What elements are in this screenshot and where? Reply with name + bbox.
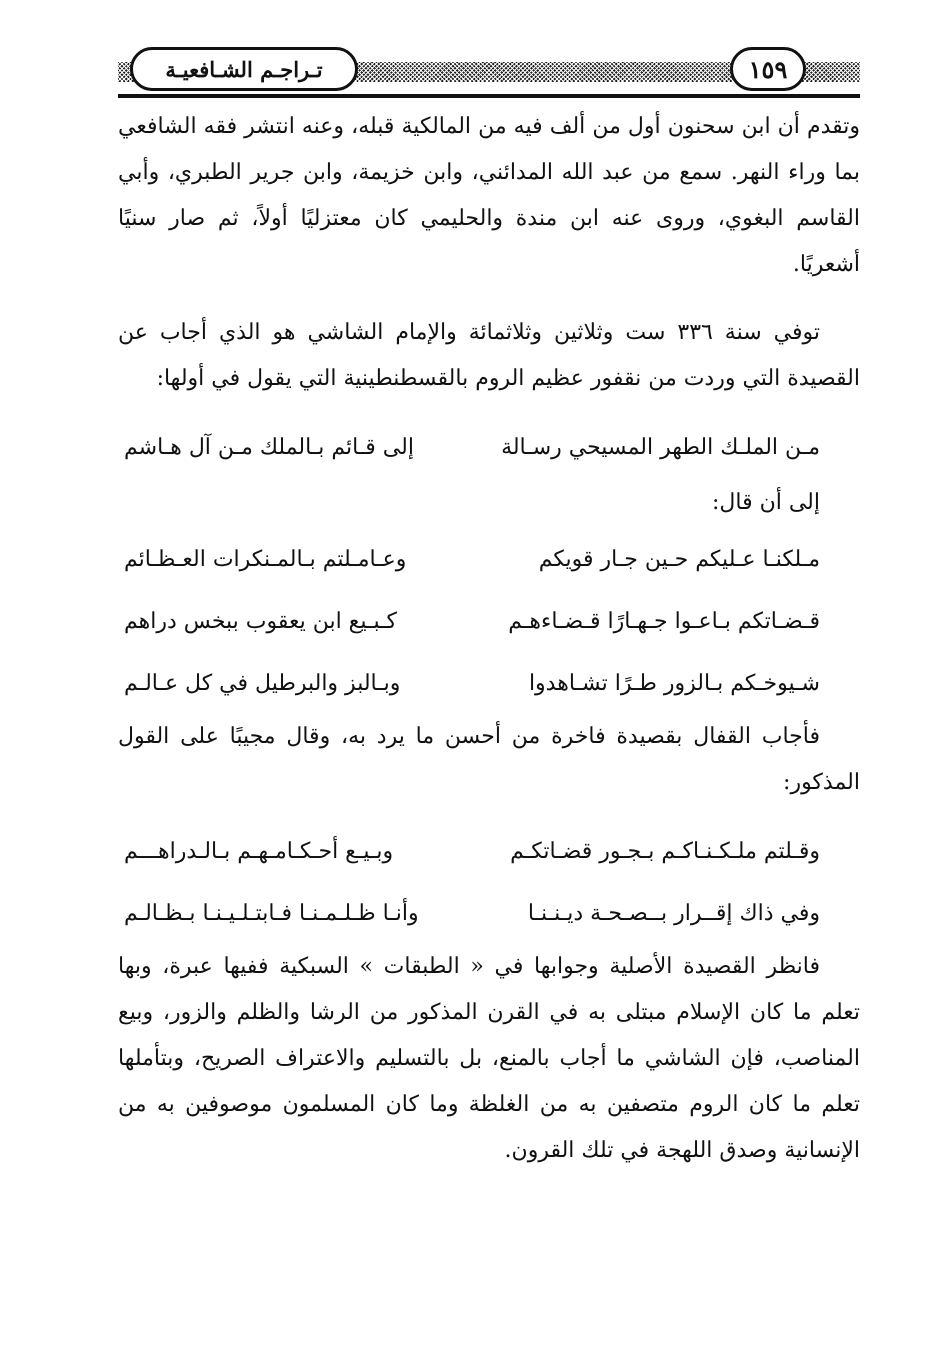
verse-line-1 (118, 416, 860, 478)
paragraph-1: وتقدم أن ابن سحنون أول من ألف فيه من المالكية قبله، وعنه انتشر فقه الشافعي بما وراء النهر. سمع من عبد الله المدائني، وابن خزيمة، وابن جرير الطبري، وأبي القاسم البغوي، وروى عنه ابن مندة والحليمي كان معتزليًا أولاً، ثم صار سنيًا أشعريًا. (118, 114, 860, 277)
header-rule (118, 94, 860, 98)
verse-1-first-hemistich: مـن الملـك الطهر المسيحي رسـالة (501, 434, 820, 460)
paragraph-4: فانظر القصيدة الأصلية وجوابها في « الطبقات » السبكية ففيها عبرة، وبها تعلم ما كان الإسلام مبتلى به في القرن المذكور من الرشا والظلم والزور، وبيع المناصب، فإن الشاشي ما أجاب بالمنع، بل بالتسليم والاعتراف الصريح، وبتأملها تعلم ما كان الروم متصفين به من الغلظة وما كان المسلمون موصوفين به من الإنسانية وصدق اللهجة في تلك القرون. (118, 954, 860, 1163)
verse-6-first-hemistich: وفي ذاك إقــرار بــصـحـة ديـنـنـا (527, 900, 820, 926)
running-title: تـراجـم الشـافعيـة (130, 47, 358, 91)
verse-5-first-hemistich: وقـلتم ملـكـنـاكـم بـجـور قضـاتكـم (510, 838, 820, 864)
verse-2-second-hemistich: وعـامـلتم بـالمـنكرات العـظـائم (124, 546, 407, 572)
verse-line-2 (118, 528, 860, 590)
verse-line-5 (118, 820, 860, 882)
verse-6-second-hemistich: وأنـا ظـلـمـنـا فـابتـلـيـنـا بـظـالـم (124, 900, 419, 926)
page-header (118, 44, 860, 102)
verse-line-6 (118, 882, 860, 944)
verse-line-3 (118, 590, 860, 652)
verse-4-first-hemistich: شـيوخـكم بـالزور طـرًا تشـاهدوا (528, 670, 820, 696)
paragraph-2: توفي سنة ٣٣٦ ست وثلاثين وثلاثمائة والإمام الشاشي هو الذي أجاب عن القصيدة التي وردت من نقفور عظيم الروم بالقسطنطينية التي يقول في أولها: (118, 320, 860, 391)
page-number: ١٥٩ (730, 47, 806, 91)
verse-2-first-hemistich: مـلكنـا عـليكم حـين جـار قويكم (538, 546, 820, 572)
paragraph-3: فأجاب القفال بقصيدة فاخرة من أحسن ما يرد به، وقال مجيبًا على القول المذكور: (118, 724, 860, 795)
verse-1-second-hemistich: إلى قـائم بـالملك مـن آل هـاشم (124, 434, 414, 460)
transition-line: إلى أن قال: (711, 490, 820, 515)
body-text (118, 104, 860, 1174)
verse-3-first-hemistich: قـضـاتكم بـاعـوا جـهـارًا قـضـاءهـم (508, 608, 820, 634)
verse-4-second-hemistich: وبـالبز والبرطيل في كل عـالـم (124, 670, 401, 696)
verse-5-second-hemistich: وبـيـع أحـكـامـهـم بـالـدراهـــم (124, 838, 394, 864)
verse-line-4 (118, 652, 860, 714)
verse-3-second-hemistich: كـبـيع ابن يعقوب ببخس دراهم (124, 608, 398, 634)
